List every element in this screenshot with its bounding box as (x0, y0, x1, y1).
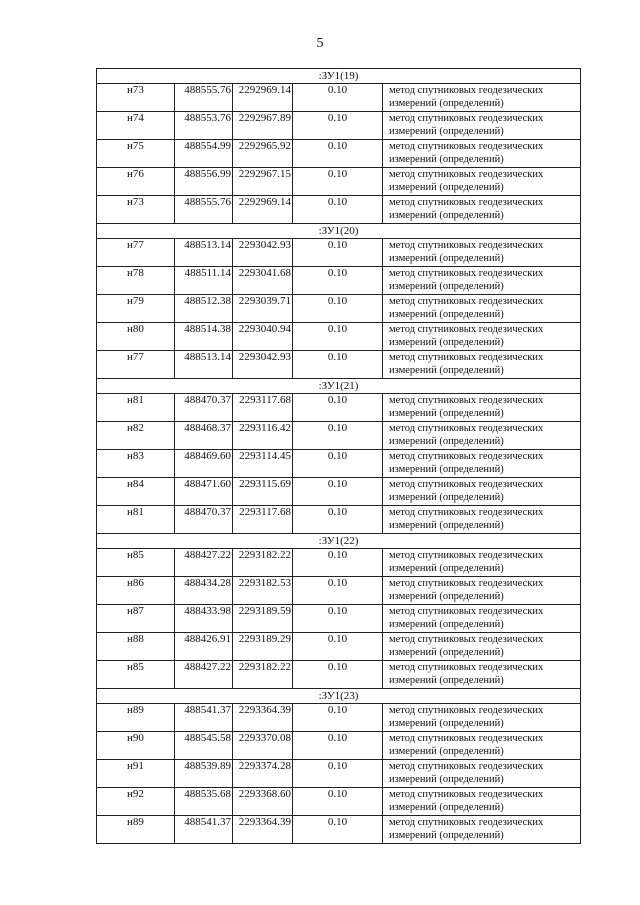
coordinate-y-cell: 2293364.39 (233, 816, 293, 844)
coordinate-x-cell: 488426.91 (175, 633, 233, 661)
method-cell: метод спутниковых геодезических измерений (определений) (383, 760, 581, 788)
table-row (97, 196, 581, 224)
table-row (97, 816, 581, 844)
point-name-cell: н91 (97, 760, 175, 788)
error-cell: 0.10 (293, 267, 383, 295)
method-cell: метод спутниковых геодезических измерений (определений) (383, 478, 581, 506)
section-header-row (97, 224, 581, 239)
table-row (97, 112, 581, 140)
coordinate-y-cell: 2293041.68 (233, 267, 293, 295)
coordinate-y-cell: 2293182.22 (233, 549, 293, 577)
coordinate-x-cell: 488469.60 (175, 450, 233, 478)
coordinate-y-cell: 2293117.68 (233, 394, 293, 422)
method-cell: метод спутниковых геодезических измерений (определений) (383, 549, 581, 577)
section-title: :ЗУ1(20) (97, 224, 581, 239)
method-cell: метод спутниковых геодезических измерений (определений) (383, 704, 581, 732)
coordinate-x-cell: 488513.14 (175, 239, 233, 267)
coordinate-y-cell: 2292967.15 (233, 168, 293, 196)
table-row (97, 394, 581, 422)
error-cell: 0.10 (293, 295, 383, 323)
table-row (97, 168, 581, 196)
method-cell: метод спутниковых геодезических измерений (определений) (383, 323, 581, 351)
coordinate-x-cell: 488541.37 (175, 816, 233, 844)
coordinate-y-cell: 2293364.39 (233, 704, 293, 732)
point-name-cell: н78 (97, 267, 175, 295)
method-cell: метод спутниковых геодезических измерений (определений) (383, 239, 581, 267)
coordinate-x-cell: 488470.37 (175, 394, 233, 422)
point-name-cell: н89 (97, 816, 175, 844)
table-row (97, 422, 581, 450)
coordinates-table-body (97, 69, 581, 844)
coordinate-x-cell: 488556.99 (175, 168, 233, 196)
point-name-cell: н75 (97, 140, 175, 168)
section-header-row (97, 69, 581, 84)
point-name-cell: н88 (97, 633, 175, 661)
table-row (97, 605, 581, 633)
error-cell: 0.10 (293, 704, 383, 732)
point-name-cell: н76 (97, 168, 175, 196)
coordinate-x-cell: 488553.76 (175, 112, 233, 140)
error-cell: 0.10 (293, 816, 383, 844)
section-header-row (97, 379, 581, 394)
section-header-row (97, 689, 581, 704)
table-row (97, 506, 581, 534)
coordinate-x-cell: 488434.28 (175, 577, 233, 605)
table-row (97, 239, 581, 267)
coordinate-y-cell: 2293189.29 (233, 633, 293, 661)
coordinates-table (96, 68, 581, 844)
coordinate-y-cell: 2292967.89 (233, 112, 293, 140)
point-name-cell: н85 (97, 549, 175, 577)
method-cell: метод спутниковых геодезических измерений (определений) (383, 633, 581, 661)
coordinate-y-cell: 2293039.71 (233, 295, 293, 323)
table-row (97, 732, 581, 760)
coordinate-y-cell: 2292969.14 (233, 196, 293, 224)
coordinate-x-cell: 488554.99 (175, 140, 233, 168)
coordinate-y-cell: 2293368.60 (233, 788, 293, 816)
point-name-cell: н79 (97, 295, 175, 323)
coordinate-x-cell: 488555.76 (175, 196, 233, 224)
section-title: :ЗУ1(19) (97, 69, 581, 84)
coordinate-y-cell: 2293182.53 (233, 577, 293, 605)
page-number: 5 (316, 36, 324, 51)
section-title: :ЗУ1(23) (97, 689, 581, 704)
point-name-cell: н81 (97, 506, 175, 534)
error-cell: 0.10 (293, 633, 383, 661)
coordinate-x-cell: 488512.38 (175, 295, 233, 323)
error-cell: 0.10 (293, 168, 383, 196)
point-name-cell: н90 (97, 732, 175, 760)
coordinate-y-cell: 2293114.45 (233, 450, 293, 478)
point-name-cell: н92 (97, 788, 175, 816)
coordinate-x-cell: 488535.68 (175, 788, 233, 816)
table-row (97, 704, 581, 732)
method-cell: метод спутниковых геодезических измерений (определений) (383, 394, 581, 422)
coordinate-x-cell: 488514.38 (175, 323, 233, 351)
error-cell: 0.10 (293, 577, 383, 605)
coordinate-y-cell: 2293374.28 (233, 760, 293, 788)
error-cell: 0.10 (293, 140, 383, 168)
coordinate-y-cell: 2293042.93 (233, 351, 293, 379)
table-row (97, 450, 581, 478)
coordinate-x-cell: 488433.98 (175, 605, 233, 633)
error-cell: 0.10 (293, 323, 383, 351)
coordinate-x-cell: 488541.37 (175, 704, 233, 732)
point-name-cell: н87 (97, 605, 175, 633)
point-name-cell: н82 (97, 422, 175, 450)
table-row (97, 323, 581, 351)
table-row (97, 633, 581, 661)
point-name-cell: н84 (97, 478, 175, 506)
error-cell: 0.10 (293, 506, 383, 534)
table-row (97, 577, 581, 605)
method-cell: метод спутниковых геодезических измерений (определений) (383, 450, 581, 478)
coordinate-y-cell: 2292969.14 (233, 84, 293, 112)
coordinate-y-cell: 2293116.42 (233, 422, 293, 450)
coordinate-y-cell: 2293115.69 (233, 478, 293, 506)
method-cell: метод спутниковых геодезических измерений (определений) (383, 422, 581, 450)
section-title: :ЗУ1(22) (97, 534, 581, 549)
coordinate-y-cell: 2292965.92 (233, 140, 293, 168)
point-name-cell: н73 (97, 196, 175, 224)
coordinate-y-cell: 2293040.94 (233, 323, 293, 351)
table-row (97, 267, 581, 295)
table-row (97, 84, 581, 112)
error-cell: 0.10 (293, 112, 383, 140)
coordinate-x-cell: 488511.14 (175, 267, 233, 295)
table-row (97, 549, 581, 577)
method-cell: метод спутниковых геодезических измерений (определений) (383, 732, 581, 760)
coordinate-y-cell: 2293042.93 (233, 239, 293, 267)
coordinate-y-cell: 2293189.59 (233, 605, 293, 633)
method-cell: метод спутниковых геодезических измерений (определений) (383, 84, 581, 112)
coordinate-x-cell: 488545.58 (175, 732, 233, 760)
error-cell: 0.10 (293, 394, 383, 422)
error-cell: 0.10 (293, 239, 383, 267)
method-cell: метод спутниковых геодезических измерений (определений) (383, 351, 581, 379)
point-name-cell: н86 (97, 577, 175, 605)
coordinate-x-cell: 488555.76 (175, 84, 233, 112)
section-title: :ЗУ1(21) (97, 379, 581, 394)
coordinate-y-cell: 2293117.68 (233, 506, 293, 534)
section-header-row (97, 534, 581, 549)
table-row (97, 760, 581, 788)
error-cell: 0.10 (293, 450, 383, 478)
point-name-cell: н89 (97, 704, 175, 732)
error-cell: 0.10 (293, 605, 383, 633)
method-cell: метод спутниковых геодезических измерений (определений) (383, 788, 581, 816)
method-cell: метод спутниковых геодезических измерений (определений) (383, 605, 581, 633)
coordinate-x-cell: 488513.14 (175, 351, 233, 379)
error-cell: 0.10 (293, 422, 383, 450)
error-cell: 0.10 (293, 478, 383, 506)
table-row (97, 295, 581, 323)
coordinate-y-cell: 2293182.22 (233, 661, 293, 689)
table-row (97, 661, 581, 689)
point-name-cell: н73 (97, 84, 175, 112)
error-cell: 0.10 (293, 351, 383, 379)
point-name-cell: н74 (97, 112, 175, 140)
method-cell: метод спутниковых геодезических измерений (определений) (383, 661, 581, 689)
error-cell: 0.10 (293, 661, 383, 689)
coordinate-y-cell: 2293370.08 (233, 732, 293, 760)
coordinate-x-cell: 488427.22 (175, 661, 233, 689)
method-cell: метод спутниковых геодезических измерений (определений) (383, 267, 581, 295)
error-cell: 0.10 (293, 549, 383, 577)
error-cell: 0.10 (293, 196, 383, 224)
table-row (97, 351, 581, 379)
point-name-cell: н77 (97, 351, 175, 379)
error-cell: 0.10 (293, 84, 383, 112)
coordinate-x-cell: 488470.37 (175, 506, 233, 534)
coordinate-x-cell: 488539.89 (175, 760, 233, 788)
table-row (97, 478, 581, 506)
method-cell: метод спутниковых геодезических измерений (определений) (383, 295, 581, 323)
error-cell: 0.10 (293, 760, 383, 788)
table-row (97, 788, 581, 816)
method-cell: метод спутниковых геодезических измерений (определений) (383, 112, 581, 140)
point-name-cell: н85 (97, 661, 175, 689)
point-name-cell: н83 (97, 450, 175, 478)
table-row (97, 140, 581, 168)
coordinate-x-cell: 488471.60 (175, 478, 233, 506)
method-cell: метод спутниковых геодезических измерений (определений) (383, 577, 581, 605)
method-cell: метод спутниковых геодезических измерений (определений) (383, 168, 581, 196)
coordinate-x-cell: 488468.37 (175, 422, 233, 450)
method-cell: метод спутниковых геодезических измерений (определений) (383, 140, 581, 168)
method-cell: метод спутниковых геодезических измерений (определений) (383, 506, 581, 534)
error-cell: 0.10 (293, 732, 383, 760)
point-name-cell: н80 (97, 323, 175, 351)
method-cell: метод спутниковых геодезических измерений (определений) (383, 196, 581, 224)
error-cell: 0.10 (293, 788, 383, 816)
coordinate-x-cell: 488427.22 (175, 549, 233, 577)
point-name-cell: н81 (97, 394, 175, 422)
point-name-cell: н77 (97, 239, 175, 267)
method-cell: метод спутниковых геодезических измерений (определений) (383, 816, 581, 844)
